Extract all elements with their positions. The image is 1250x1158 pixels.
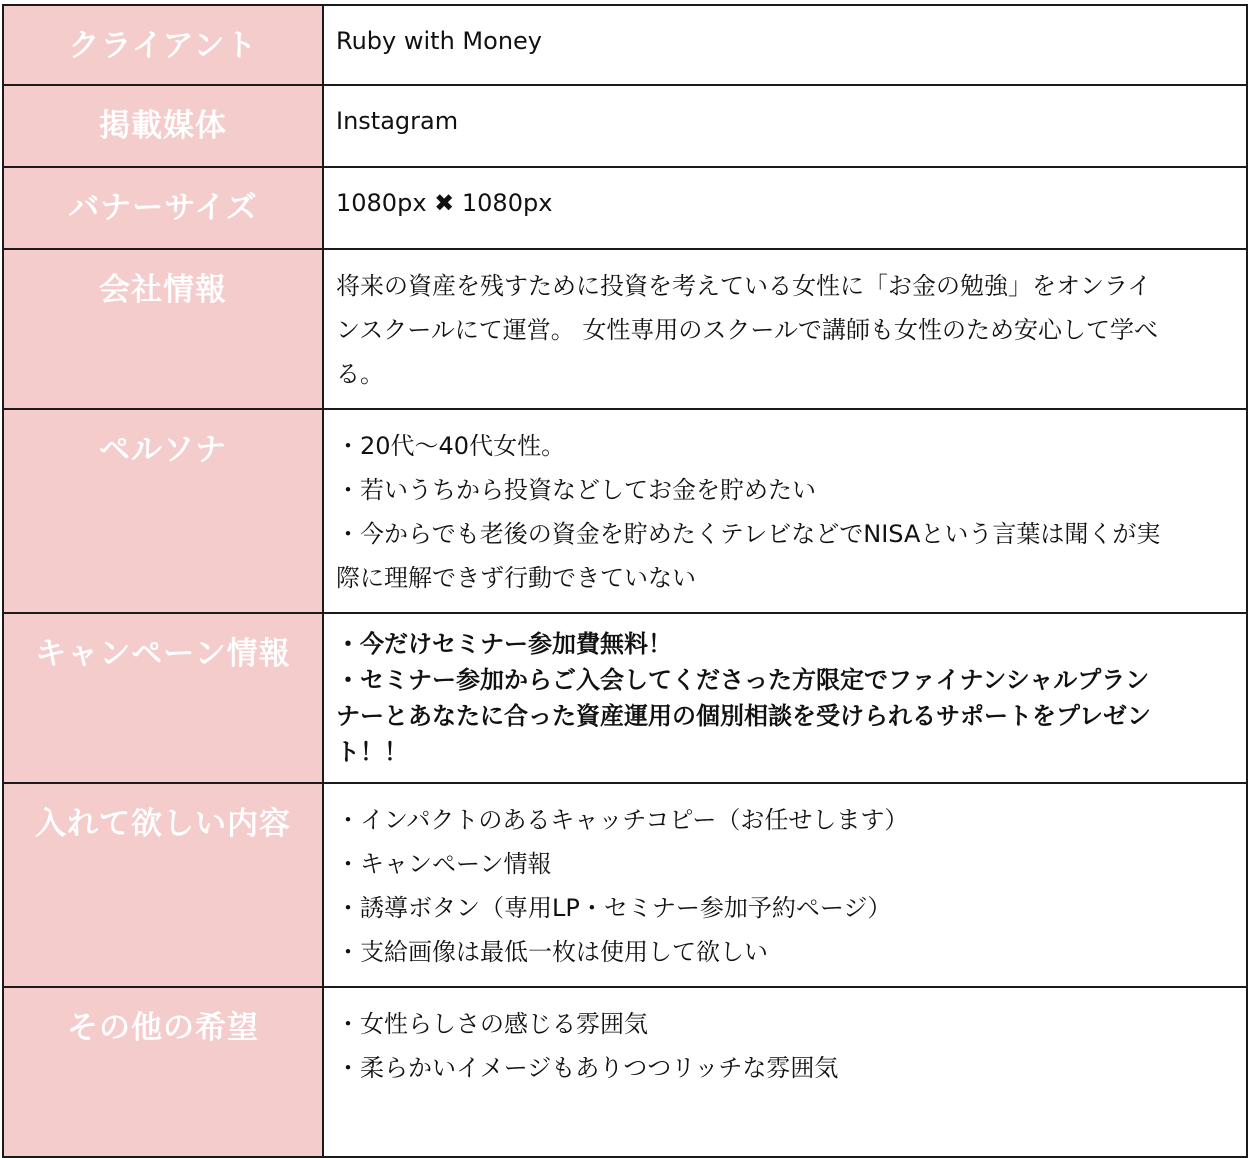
row-value	[323, 85, 1247, 167]
table-row	[3, 409, 1247, 613]
row-value	[323, 613, 1247, 783]
row-value	[323, 249, 1247, 409]
desired-content-line: ・キャンペーン情報	[336, 850, 552, 878]
row-value	[323, 5, 1247, 85]
company-info-line: る。	[336, 360, 384, 388]
campaign-line: ナーとあなたに合った資産運用の個別相談を受けられるサポートをプレゼン	[336, 702, 1152, 730]
other-requests-line: ・女性らしさの感じる雰囲気	[336, 1010, 648, 1038]
desired-content-line: ・インパクトのあるキャッチコピー（お任せします）	[336, 806, 909, 834]
persona-line: ・若いうちから投資などしてお金を貯めたい	[336, 476, 816, 504]
banner-size-value: 1080px ✖ 1080px	[336, 189, 553, 217]
label-media: 掲載媒体	[99, 108, 227, 144]
desired-content-line: ・支給画像は最低一枚は使用して欲しい	[336, 938, 768, 966]
table-row	[3, 783, 1247, 987]
table-row	[3, 5, 1247, 85]
table-row	[3, 249, 1247, 409]
table-row	[3, 85, 1247, 167]
row-label	[3, 409, 323, 613]
row-value	[323, 167, 1247, 249]
company-info-line: ンスクールにて運営。 女性専用のスクールで講師も女性のため安心して学べ	[336, 316, 1158, 344]
label-client: クライアント	[68, 28, 258, 64]
media-value: Instagram	[336, 107, 459, 135]
row-label	[3, 85, 323, 167]
table-row	[3, 987, 1247, 1157]
row-label	[3, 783, 323, 987]
row-label	[3, 5, 323, 85]
banner-spec-table	[2, 4, 1248, 1158]
label-other-requests: その他の希望	[67, 1010, 259, 1046]
desired-content-line: ・誘導ボタン（専用LP・セミナー参加予約ページ）	[336, 894, 892, 922]
label-campaign-info: キャンペーン情報	[35, 636, 291, 672]
client-value: Ruby with Money	[336, 27, 542, 55]
label-banner-size: バナーサイズ	[68, 190, 258, 226]
persona-line: ・20代〜40代女性。	[336, 432, 566, 460]
other-requests-line: ・柔らかいイメージもありつつリッチな雰囲気	[336, 1054, 839, 1082]
label-company-info: 会社情報	[99, 272, 227, 308]
row-label	[3, 987, 323, 1157]
row-label	[3, 167, 323, 249]
row-value	[323, 987, 1247, 1157]
label-persona: ペルソナ	[99, 432, 227, 468]
campaign-line: ・セミナー参加からご入会してくださった方限定でファイナンシャルプラン	[336, 666, 1150, 694]
row-value	[323, 783, 1247, 987]
campaign-line: ・今だけセミナー参加費無料！	[336, 630, 672, 658]
persona-line: 際に理解できず行動できていない	[336, 564, 696, 592]
persona-line: ・今からでも老後の資金を貯めたくテレビなどでNISAという言葉は聞くが実	[336, 520, 1161, 548]
table-row	[3, 167, 1247, 249]
row-value	[323, 409, 1247, 613]
row-label	[3, 249, 323, 409]
company-info-line: 将来の資産を残すために投資を考えている女性に「お金の勉強」をオンライ	[336, 272, 1152, 300]
table-row	[3, 613, 1247, 783]
label-desired-content: 入れて欲しい内容	[35, 806, 291, 842]
row-label	[3, 613, 323, 783]
campaign-line: ト！！	[336, 738, 408, 766]
